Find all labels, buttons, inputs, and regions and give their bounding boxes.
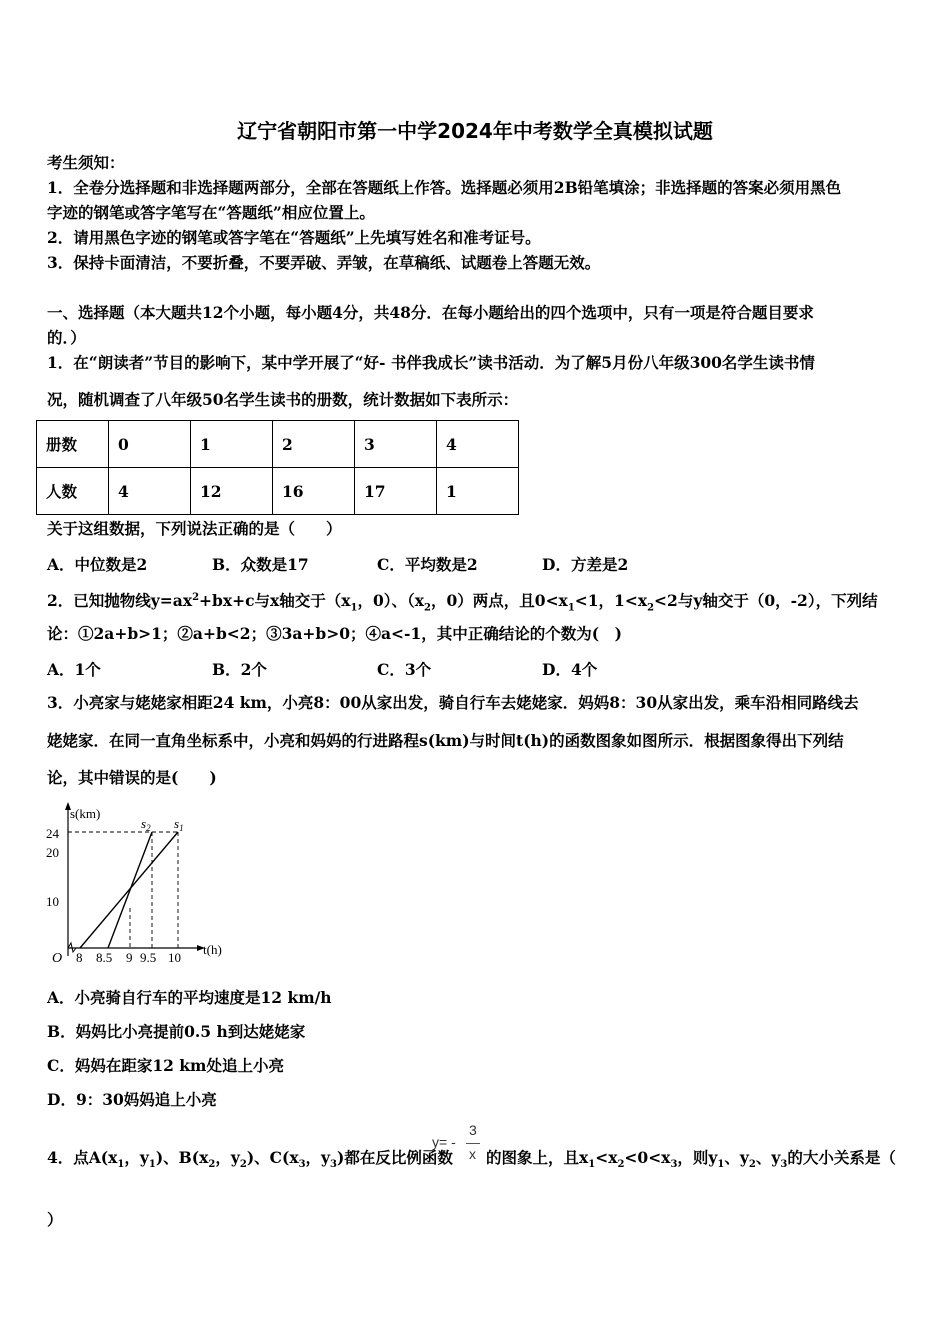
notice-heading: 考生须知： (47, 153, 125, 172)
q3-option-d: D．9：30妈妈追上小亮 (47, 1090, 217, 1109)
section-heading-line1: 一、选择题（本大题共12个小题，每小题4分，共48分．在每小题给出的四个选项中，只有一项是符合题目要求 (47, 303, 814, 322)
q1-option-a: A．中位数是2 (47, 555, 148, 574)
x-tick-label: 9 (126, 950, 133, 965)
q1-option-c: C．平均数是2 (377, 555, 478, 574)
table-cell: 3 (355, 421, 437, 468)
x-tick-label: 8.5 (96, 950, 113, 965)
fraction-bar (466, 1143, 480, 1144)
y-tick-label: 20 (46, 845, 59, 860)
q2-text-line2: 论：①2a+b>1；②a+b<2；③3a+b>0；④a<-1，其中正确结论的个数为( ) (47, 624, 622, 643)
q2-text-line1: 2．已知抛物线$y=ax^2+bx+c$与x轴交于（$x_1$，0）、（$x_2$，0）两点，且$0<x_1<1$，$1<x_2<2$与y轴交于（0，-2），下列结 (47, 591, 878, 614)
q3-option-a: A．小亮骑自行车的平均速度是12 km/h (47, 988, 332, 1007)
section-heading-line2: 的．） (47, 328, 86, 347)
table-cell: 册数 (37, 421, 109, 468)
q2-option-d: D．4个 (542, 660, 598, 679)
q1-text-line1: 1．在“朗读者”节目的影响下，某中学开展了“好- 书伴我成长”读书活动．为了解5月份八年级300名学生读书情 (47, 353, 815, 372)
q4-fraction-formula (432, 1122, 484, 1168)
fraction-denominator: x (469, 1146, 476, 1162)
table-cell: 1 (191, 421, 273, 468)
x-tick-label: 9.5 (140, 950, 157, 965)
series-line-s1 (80, 832, 178, 948)
notice-item-1a: 1．全卷分选择题和非选择题两部分，全部在答题纸上作答。选择题必须用2B铅笔填涂；非选择题的答案必须用黑色 (47, 178, 842, 197)
table-cell: 12 (191, 468, 273, 515)
notice-item-3: 3．保持卡面清洁，不要折叠，不要弄破、弄皱，在草稿纸、试题卷上答题无效。 (47, 253, 601, 272)
table-cell: 4 (109, 468, 191, 515)
q4-text-line2: ） (47, 1210, 63, 1229)
table-cell: 4 (437, 421, 519, 468)
table-cell: 16 (273, 468, 355, 515)
q4-text-line1a: 4．点$A(x_1$，$y_1$)、$B(x_2$，$y_2$)、$C(x_3$，$y_3$)都在反比例函数 (47, 1148, 453, 1171)
origin-label: O (52, 951, 63, 966)
table-cell: 1 (437, 468, 519, 515)
table-row (37, 421, 519, 468)
q3-option-c: C．妈妈在距家12 km处追上小亮 (47, 1056, 284, 1075)
q1-option-b: B．众数是17 (212, 555, 309, 574)
q2-option-a: A．1个 (47, 660, 101, 679)
table-cell: 2 (273, 421, 355, 468)
q3-option-b: B．妈妈比小亮提前0.5 h到达姥姥家 (47, 1022, 306, 1041)
notice-item-2: 2．请用黑色字迹的钢笔或答字笔在“答题纸”上先填写姓名和准考证号。 (47, 228, 541, 247)
y-axis-label: s(km) (70, 806, 101, 821)
q1-data-table (36, 420, 519, 515)
q2-option-c: C．3个 (377, 660, 432, 679)
q1-text-line2: 况，随机调查了八年级50名学生读书的册数，统计数据如下表所示： (47, 390, 519, 409)
y-tick-label: 24 (46, 826, 59, 841)
series-label-s1: $s_1$ (174, 816, 184, 833)
table-cell: 人数 (37, 468, 109, 515)
series-label-s2: $s_2$ (141, 816, 151, 833)
q3-text-line3: 论，其中错误的是( ) (47, 768, 217, 787)
fraction-numerator: 3 (469, 1122, 477, 1138)
x-axis-label: t(h) (203, 942, 222, 957)
x-tick-label: 8 (76, 950, 83, 965)
q4-text-line1b: 的图象上，且$x_1<x_2<0<x_3$，则$y_1$、$y_2$、$y_3$的大小关系是（ (486, 1148, 896, 1171)
q3-text-line2: 姥姥家．在同一直角坐标系中，小亮和妈妈的行进路程s(km)与时间t(h)的函数图象如图所示．根据图象得出下列结 (47, 731, 844, 750)
q1-option-d: D．方差是2 (542, 555, 629, 574)
table-cell: 0 (109, 421, 191, 468)
page-title: 辽宁省朝阳市第一中学2024年中考数学全真模拟试题 (237, 119, 713, 143)
q1-question: 关于这组数据，下列说法正确的是（ ） (47, 519, 342, 538)
table-cell: 17 (355, 468, 437, 515)
x-tick-label: 10 (168, 950, 181, 965)
fraction-prefix: y= - (432, 1134, 456, 1150)
table-row (37, 468, 519, 515)
q3-distance-time-graph (40, 800, 245, 970)
q2-option-b: B．2个 (212, 660, 267, 679)
q3-text-line1: 3．小亮家与姥姥家相距24 km，小亮8：00从家出发，骑自行车去姥姥家．妈妈8：30从家出发，乘车沿相同路线去 (47, 693, 859, 712)
y-tick-label: 10 (46, 894, 59, 909)
notice-item-1b: 字迹的钢笔或答字笔写在“答题纸”相应位置上。 (47, 203, 375, 222)
